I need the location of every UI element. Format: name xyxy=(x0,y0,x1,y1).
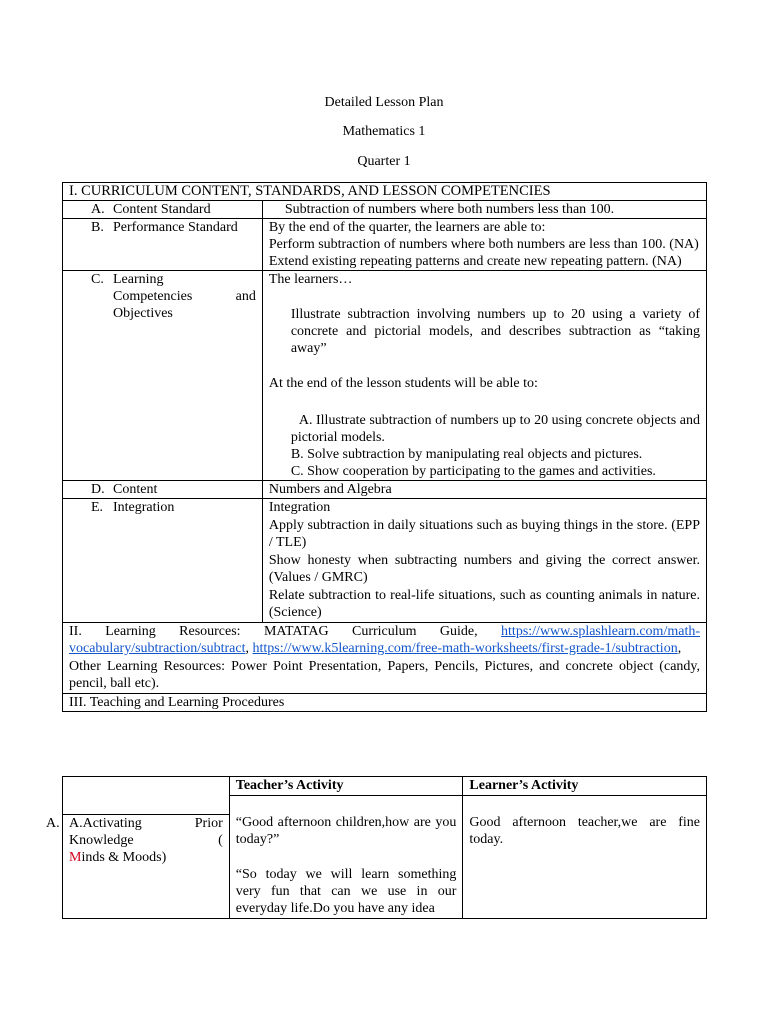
procedures-table xyxy=(62,776,707,919)
integration-label-cell: E. Integration xyxy=(63,499,263,623)
content-value: Numbers and Algebra xyxy=(262,481,706,499)
curriculum-table xyxy=(62,182,707,712)
learning-resources: II. Learning Resources: MATATAG Curriculum Guide, https://www.splashlearn.com/math-vocabulary/subtraction/subtract, https://www.k5learning.com/free-math-worksheets/first-grade-1/subtraction, Other Learning Resources: Power Point Presentation, Papers, Pencils, Pictures, and concrete object (candy, pencil, ball etc). xyxy=(63,622,707,693)
teacher-activity-cell xyxy=(229,796,463,919)
k5learning-link[interactable]: https://www.k5learning.com/free-math-worksheets/first-grade-1/subtraction xyxy=(252,641,678,656)
integration-label: Integration xyxy=(113,500,175,515)
teacher-intro: “So today we will learn something very fun that can we use in our everyday life.Do you have any idea xyxy=(235,867,457,916)
performance-standard-label: Performance Standard xyxy=(113,220,238,235)
learner-activity-header: Learner’s Activity xyxy=(463,777,707,796)
other-resources: Other Learning Resources: Power Point Presentation, Papers, Pencils, Pictures, and concrete object (candy, pencil, ball etc). xyxy=(69,658,700,691)
teacher-greeting: “Good afternoon children,how are you today?” xyxy=(235,815,457,847)
competencies-label-cell: C. Learning Competencies and Objectives xyxy=(63,271,263,481)
minds-letter: M xyxy=(69,849,82,865)
section1-title: I. CURRICULUM CONTENT, STANDARDS, AND LESSON COMPETENCIES xyxy=(63,183,707,201)
spacer-cell xyxy=(63,796,230,815)
teacher-activity-header: Teacher’s Activity xyxy=(229,777,463,796)
performance-standard-label-cell: B. Performance Standard xyxy=(63,219,263,271)
doc-title: Detailed Lesson Plan xyxy=(324,95,444,110)
performance-standard-value: By the end of the quarter, the learners are able to: Perform subtraction of numbers where both numbers are less than 100. (NA) Extend existing repeating patterns and create new repeating pattern. (NA) xyxy=(262,219,706,271)
doc-subject: Mathematics 1 xyxy=(342,124,426,139)
competencies-value: The learners… Illustrate subtraction involving numbers up to 20 using a variety of concrete and pictorial models, and describes subtraction as “taking away” At the end of the lesson students will be able to: A. Illustrate subtraction of numbers up to 20 using concrete objects and pictorial models. B. Solve subtraction by manipulating real objects and pictures. C. Show cooperation by participating to the games and activities. xyxy=(262,271,706,481)
content-label-cell: D. Content xyxy=(63,481,263,499)
content-standard-label-cell: A. Content Standard xyxy=(63,201,263,219)
learner-activity-cell xyxy=(463,796,707,919)
doc-quarter: Quarter 1 xyxy=(357,154,411,169)
splashlearn-link[interactable]: https://www.splashlearn.com/math-vocabulary/subtraction/subtract xyxy=(69,623,700,656)
learner-response: Good afternoon teacher,we are fine today. xyxy=(469,815,700,847)
outer-letter-a: A. xyxy=(46,816,60,831)
content-label: Content xyxy=(113,482,158,497)
section3-title: III. Teaching and Learning Procedures xyxy=(63,693,707,711)
header-blank-cell xyxy=(63,777,230,796)
content-standard-label: Content Standard xyxy=(113,202,211,217)
activating-prior-knowledge-cell: A.Activating Prior Knowledge ( Minds & Moods) xyxy=(63,814,230,918)
content-standard-value: Subtraction of numbers where both numbers less than 100. xyxy=(262,201,706,219)
integration-value: Integration Apply subtraction in daily situations such as buying things in the store. (EPP / TLE) Show honesty when subtracting numbers and giving the correct answer. (Values / GMRC) Relate subtraction to real-life situations, such as counting animals in nature. (Science) xyxy=(262,499,706,623)
